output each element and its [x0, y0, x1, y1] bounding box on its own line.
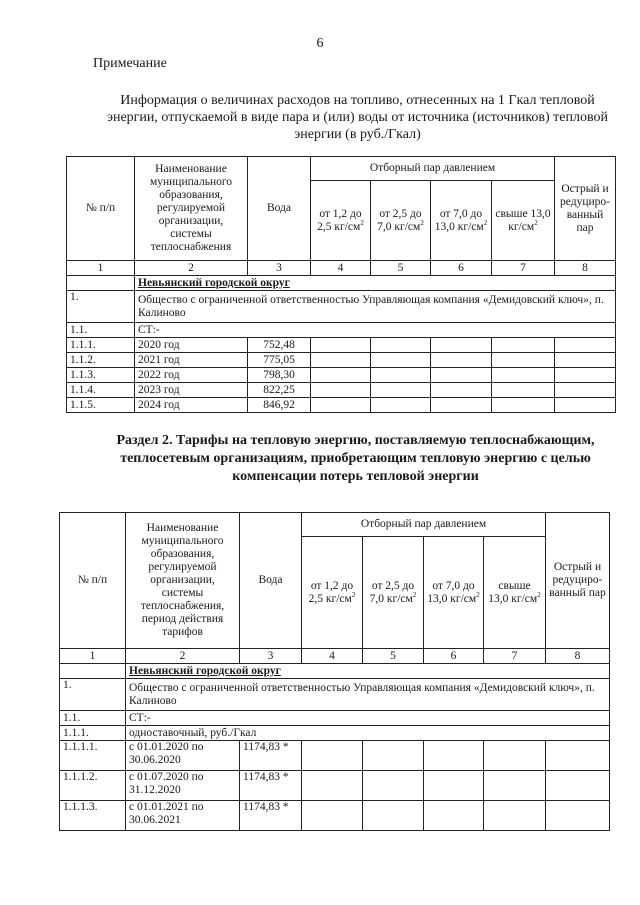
header-pressure-3: от 7,0 до 13,0 $кг/см^2$	[424, 537, 484, 649]
header-steam-group: Отборный пар давлением	[302, 513, 546, 537]
col-number: 1	[60, 649, 126, 664]
col-number: 3	[248, 261, 311, 276]
col-number: 2	[135, 261, 248, 276]
tariff-table	[59, 512, 610, 831]
col-number: 5	[363, 649, 424, 664]
column-number-row	[67, 261, 616, 276]
system-number: 1.1.	[67, 323, 135, 338]
rate-number: 1.1.1.	[60, 726, 126, 741]
header-pressure-2: от 2,5 до 7,0 $кг/см^2$	[363, 537, 424, 649]
fuel-cost-table	[66, 156, 616, 413]
system-label: СТ:-	[126, 711, 610, 726]
col-number: 8	[555, 261, 616, 276]
col-number: 8	[546, 649, 610, 664]
system-label: СТ:-	[135, 323, 616, 338]
header-pressure-4: свыше 13,0 $кг/см^2$	[484, 537, 546, 649]
header-pressure-3: от 7,0 до 13,0 $кг/см^2$	[431, 181, 492, 261]
header-water: Вода	[240, 513, 302, 649]
table-row: 1.1.3. 2022 год 798,30	[67, 368, 616, 383]
header-num: № п/п	[60, 513, 126, 649]
header-pressure-2: от 2,5 до 7,0 $кг/см^2$	[371, 181, 431, 261]
table-row: 1.1.1. 2020 год 752,48	[67, 338, 616, 353]
col-number: 4	[311, 261, 371, 276]
header-sharp-steam: Острый и редуциро-ванный пар	[555, 157, 616, 261]
district-name: Невьянский городской округ	[135, 276, 616, 291]
header-steam-group: Отборный пар давлением	[311, 157, 555, 181]
col-number: 7	[484, 649, 546, 664]
col-number: 5	[371, 261, 431, 276]
column-number-row	[60, 649, 610, 664]
header-name: Наименование муниципального образования, регулируемой организации, системы теплоснабжения, период действия тарифов	[126, 513, 240, 649]
header-num: № п/п	[67, 157, 135, 261]
col-number: 6	[431, 261, 492, 276]
org-name: Общество с ограниченной ответственностью Управляющая компания «Демидовский ключ», п. Калиново	[126, 679, 610, 711]
header-sharp-steam: Острый и редуциро-ванный пар	[546, 513, 610, 649]
col-number: 2	[126, 649, 240, 664]
table-row: 1.1.1.1. с 01.01.2020 по 30.06.2020 1174,83 *	[60, 741, 610, 771]
org-number: 1.	[67, 291, 135, 323]
table-row: 1.1.1.2. с 01.07.2020 по 31.12.2020 1174,83 *	[60, 771, 610, 801]
header-name: Наименование муниципального образования, регулируемой организации, системы теплоснабжения	[135, 157, 248, 261]
table-row: 1.1.5. 2024 год 846,92	[67, 398, 616, 413]
table-row: 1.1.2. 2021 год 775,05	[67, 353, 616, 368]
col-number: 3	[240, 649, 302, 664]
table-row: 1.1.1.3. с 01.01.2021 по 30.06.2021 1174,83 *	[60, 801, 610, 831]
info-heading: Информация о величинах расходов на топливо, отнесенных на 1 Гкал тепловой энергии, отпускаемой в виде пара и (или) воды от источника (источников) тепловой энергии (в руб./Гкал)	[106, 93, 609, 142]
district-name: Невьянский городской округ	[126, 664, 610, 679]
org-number: 1.	[60, 679, 126, 711]
col-number: 1	[67, 261, 135, 276]
header-water: Вода	[248, 157, 311, 261]
page-number: 6	[316, 36, 324, 51]
col-number: 4	[302, 649, 363, 664]
rate-label: одноставочный, руб./Гкал	[126, 726, 610, 741]
col-number: 7	[492, 261, 555, 276]
col-number: 6	[424, 649, 484, 664]
header-pressure-1: от 1,2 до 2,5 $кг/см^2$	[302, 537, 363, 649]
section-heading: Раздел 2. Тарифы на тепловую энергию, поставляемую теплоснабжающим, теплосетевым организациям, приобретающим тепловую энергию с целью компенсации потерь тепловой энергии	[116, 433, 595, 484]
note-label: Примечание	[93, 56, 167, 71]
header-pressure-4: свыше 13,0 $кг/см^2$	[492, 181, 555, 261]
org-name: Общество с ограниченной ответственностью Управляющая компания «Демидовский ключ», п. Калиново	[135, 291, 616, 323]
system-number: 1.1.	[60, 711, 126, 726]
table-row: 1.1.4. 2023 год 822,25	[67, 383, 616, 398]
header-pressure-1: от 1,2 до 2,5 $кг/см^2$	[311, 181, 371, 261]
